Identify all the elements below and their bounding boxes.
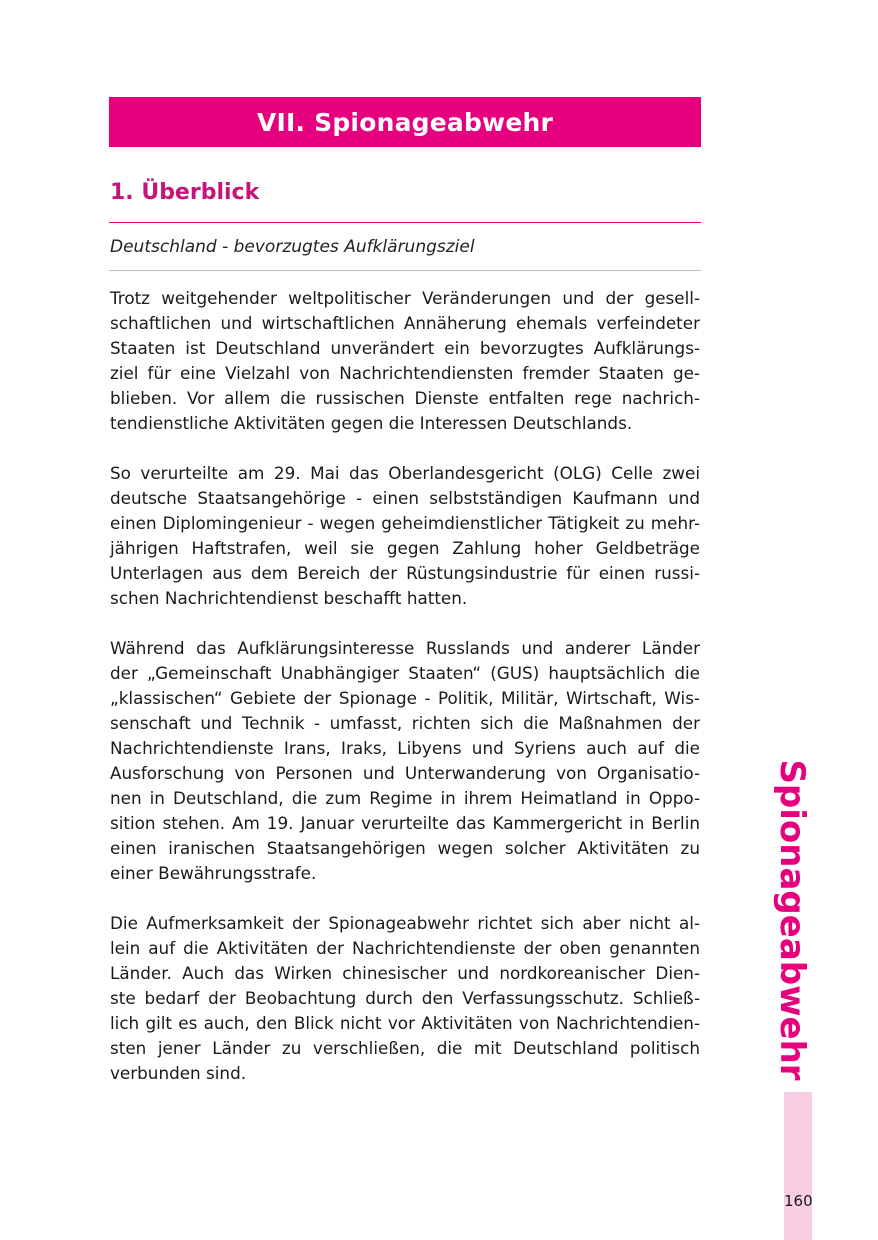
text-line: lich gilt es auch, den Blick nicht vor Aktivitäten von Nachrichtendien-: [110, 1013, 700, 1033]
text-line: der „Gemeinschaft Unabhängiger Staaten“ (GUS) hauptsächlich die: [110, 663, 700, 683]
side-label-text: Spionageabwehr: [772, 759, 812, 1081]
text-line: Ausforschung von Personen und Unterwanderung von Organisatio-: [110, 763, 700, 783]
text-line: Während das Aufklärungsinteresse Russlands und anderer Länder: [110, 638, 700, 658]
paragraph-4: [110, 911, 700, 1086]
text-line: sten jener Länder zu verschließen, die mit Deutschland politisch: [110, 1038, 700, 1058]
text-line: blieben. Vor allem die russischen Dienste entfalten rege nachrich-: [110, 388, 700, 408]
text-line: So verurteilte am 29. Mai das Oberlandesgericht (OLG) Celle zwei: [110, 463, 700, 483]
chapter-side-label: [766, 759, 818, 1081]
text-line: „klassischen“ Gebiete der Spionage - Politik, Militär, Wirtschaft, Wis-: [110, 688, 700, 708]
text-line: ziel für eine Vielzahl von Nachrichtendiensten fremder Staaten ge-: [110, 363, 700, 383]
text-line: nen in Deutschland, die zum Regime in ihrem Heimatland in Oppo-: [110, 788, 700, 808]
chapter-title: VII. Spionageabwehr: [256, 107, 554, 137]
text-line: lein auf die Aktivitäten der Nachrichtendienste der oben genannten: [110, 938, 700, 958]
section-title: 1. Überblick: [110, 180, 260, 205]
text-line: senschaft und Technik - umfasst, richten sich die Maßnahmen der: [110, 713, 700, 733]
section-divider: [109, 222, 701, 223]
paragraph-3: [110, 636, 700, 886]
text-line: schaftlichen und wirtschaftlichen Annäherung ehemals verfeindeter: [110, 313, 700, 333]
text-line: Trotz weitgehender weltpolitischer Veränderungen und der gesell-: [110, 288, 700, 308]
text-line: einer Bewährungsstrafe.: [110, 863, 317, 883]
text-line: deutsche Staatsangehörige - einen selbstständigen Kaufmann und: [110, 488, 700, 508]
text-line: verbunden sind.: [110, 1063, 247, 1083]
section-subtitle: Deutschland - bevorzugtes Aufklärungsziel: [110, 237, 475, 257]
text-line: Staaten ist Deutschland unverändert ein bevorzugtes Aufklärungs-: [110, 338, 700, 358]
body-text: [110, 286, 700, 1111]
text-line: Unterlagen aus dem Bereich der Rüstungsindustrie für einen russi-: [110, 563, 700, 583]
text-line: einen Diplomingenieur - wegen geheimdienstlicher Tätigkeit zu mehr-: [110, 513, 700, 533]
text-line: Nachrichtendienste Irans, Iraks, Libyens und Syriens auch auf die: [110, 738, 700, 758]
text-line: ste bedarf der Beobachtung durch den Verfassungsschutz. Schließ-: [110, 988, 700, 1008]
text-line: Länder. Auch das Wirken chinesischer und nordkoreanischer Dien-: [110, 963, 700, 983]
page-number: 160: [784, 1192, 813, 1210]
text-line: jährigen Haftstrafen, weil sie gegen Zahlung hoher Geldbeträge: [110, 538, 700, 558]
chapter-header-bar: [109, 97, 701, 147]
text-line: Die Aufmerksamkeit der Spionageabwehr richtet sich aber nicht al-: [110, 913, 700, 933]
paragraph-1: [110, 286, 700, 436]
paragraph-2: [110, 461, 700, 611]
page-tab-strip: [784, 1092, 812, 1240]
text-line: sition stehen. Am 19. Januar verurteilte das Kammergericht in Berlin: [110, 813, 700, 833]
subtitle-divider: [109, 270, 701, 271]
text-line: tendienstliche Aktivitäten gegen die Interessen Deutschlands.: [110, 413, 633, 433]
text-line: schen Nachrichtendienst beschafft hatten.: [110, 588, 468, 608]
text-line: einen iranischen Staatsangehörigen wegen solcher Aktivitäten zu: [110, 838, 700, 858]
